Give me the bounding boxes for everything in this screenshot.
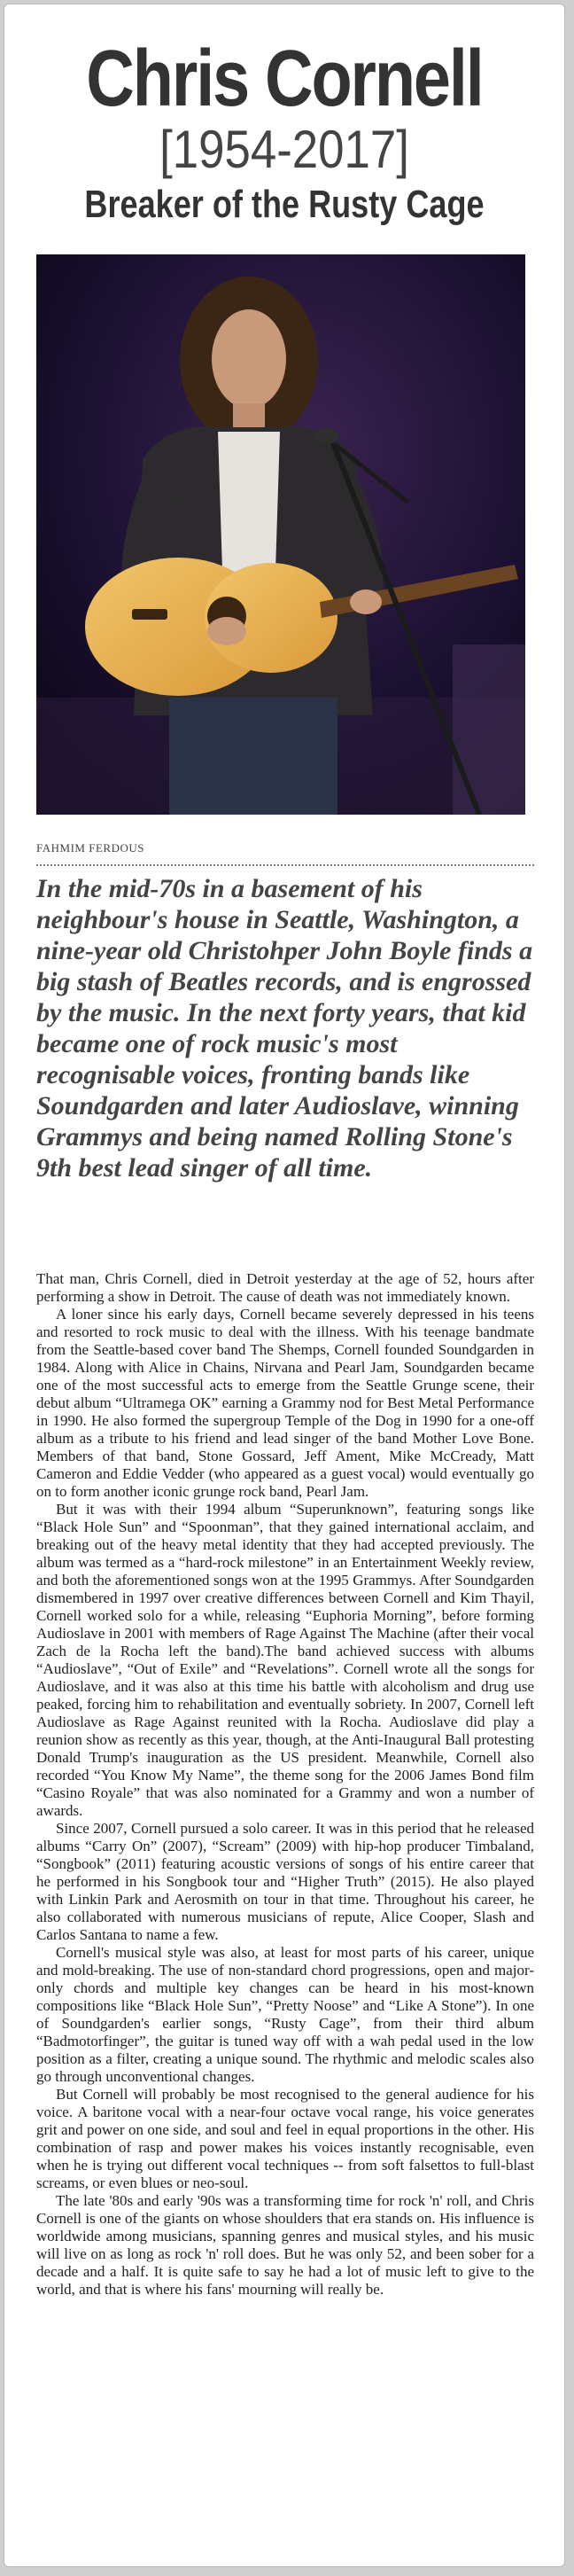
article-headline: Chris Cornell bbox=[86, 35, 483, 123]
body-paragraph: Since 2007, Cornell pursued a solo career. It was in this period that he released albums “Carry On” (2007), “Scream” (2009) with hip-hop producer Timbaland, “Songbook” (2011) featuring acoustic versions of songs of his entire career that he performed in his Songbook tour and “Higher Truth” (2015). He also played with Linkin Park and Aerosmith on tour in that time. Throughout his career, he also collaborated with numerous musicians of repute, Alice Cooper, Slash and Carlos Santana to name a few. bbox=[36, 1820, 534, 1943]
concert-photo-illustration bbox=[36, 254, 525, 815]
byline-divider bbox=[36, 864, 534, 866]
article-byline: FAHMIM FERDOUS bbox=[36, 841, 144, 855]
body-paragraph: The late '80s and early '90s was a transforming time for rock 'n' roll, and Chris Cornell is one of the giants on whose shoulders that era stands on. His influence is worldwide among musicians, spanning genres and musical styles, and his music will live on as long as rock 'n' roll does. But he was only 52, and been sober for a decade and a half. It is quite safe to say he had a lot of music left to give to the world, and that is where his fans' mourning will really be. bbox=[36, 2192, 534, 2298]
body-paragraph: That man, Chris Cornell, died in Detroit yesterday at the age of 52, hours after performing a show in Detroit. The cause of death was not immediately known. bbox=[36, 1270, 534, 1305]
article-intro: In the mid-70s in a basement of his neighbour's house in Seattle, Washington, a nine-year old Christohper John Boyle finds a big stash of Beatles records, and is engrossed by the music. In the next forty years, that kid became one of rock music's most recognisable voices, fronting bands like Soundgarden and later Audioslave, winning Grammys and being named Rolling Stone's 9th best lead singer of all time. bbox=[36, 874, 533, 1183]
body-paragraph: But it was with their 1994 album “Superunknown”, featuring songs like “Black Hole Sun” and “Spoonman”, that they gained international acclaim, and breaking out of the heavy metal identity that they had accepted previously. The album was termed as a “hard-rock milestone” in an Entertainment Weekly review, and both the aforementioned songs won at the 1995 Grammys. After Soundgarden dismembered in 1997 over creative differences between Cornell and Kim Thayil, Cornell worked solo for a while, releasing “Euphoria Morning”, before forming Audioslave in 2001 with members of Rage Against The Machine (after their vocal Zach de la Rocha left the band).The band achieved success with albums “Audioslave”, “Out of Exile” and “Revelations”. Cornell wrote all the songs for Audioslave, and it was also at this time his battle with alcoholism and drug use peaked, forcing him to rehabilitation and eventually sobriety. In 2007, Cornell left Audioslave as Rage Against reunited with la Rocha. Audioslave did play a reunion show as recently as this year, though, at the Anti-Inaugural Ball protesting Donald Trump's inauguration as the US president. Meanwhile, Cornell also recorded “You Know My Name”, the theme song for the 2006 James Bond film “Casino Royale” that was also nominated for a Grammy and won a number of awards. bbox=[36, 1501, 534, 1819]
body-paragraph: Cornell's musical style was also, at least for most parts of his career, unique and mold-breaking. The use of non-standard chord progressions, open and major-only chords and multiple key changes can be heard in his most-known compositions like “Black Hole Sun”, “Pretty Noose” and “Like A Stone”). In one of Soundgarden's earlier songs, “Rusty Cage”, from their third album “Badmotorfinger”, the guitar is tuned way off with a wah pedal used in the low position as a filter, creating a unique sound. The rhythmic and melodic scales also go through unconventional changes. bbox=[36, 1944, 534, 2085]
body-paragraph: But Cornell will probably be most recognised to the general audience for his voice. A baritone vocal with a near-four octave vocal range, his voice generates grit and power on one side, and soul and feel in equal proportions in the other. His combination of rasp and power makes his voices instantly recognisable, even when he is trying out different vocal techniques -- from soft falsettos to full-blast screams, or even blues or neo-soul. bbox=[36, 2086, 534, 2191]
newspaper-page bbox=[4, 4, 565, 2567]
concert-photo bbox=[36, 254, 525, 815]
article-subhead: Breaker of the Rusty Cage bbox=[84, 183, 485, 226]
article-years: [1954-2017] bbox=[159, 120, 409, 179]
body-paragraph: A loner since his early days, Cornell became severely depressed in his teens and resorted to rock music to deal with the illness. With his teenage bandmate from the Seattle-based cover band The Shemps, Cornell founded Soundgarden in 1984. Along with Alice in Chains, Nirvana and Pearl Jam, Soundgarden became one of the most successful acts to emerge from the Seattle Grunge scene, their debut album “Ultramega OK” earning a Grammy nod for Best Metal Performance in 1990. He also formed the supergroup Temple of the Dog in 1990 for a one-off album as a tribute to his friend and lead singer of the band Mother Love Bone. Members of that band, Stone Gossard, Jeff Ament, Mike McCready, Matt Cameron and Eddie Vedder (who appeared as a guest vocal) would eventually go on to form another iconic grunge rock band, Pearl Jam. bbox=[36, 1306, 534, 1500]
article-body bbox=[36, 1270, 534, 2299]
